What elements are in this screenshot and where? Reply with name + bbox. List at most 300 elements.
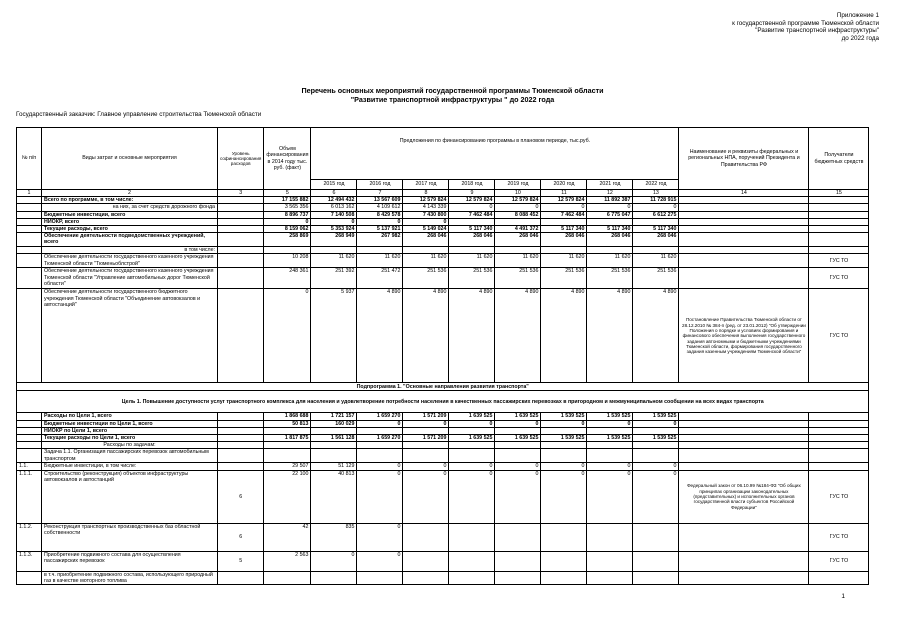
row-year-value [403,449,449,463]
row-year-value: 1 639 525 [495,413,541,420]
table-row [17,463,869,470]
row-year-value [403,247,449,254]
row-recipient [809,571,869,584]
row-number [17,226,42,233]
row-fact: 17 155 882 [264,197,311,204]
row-year-value: 0 [311,218,357,225]
row-year-value: 1 539 525 [587,413,633,420]
row-number: 1.1.2. [17,523,42,551]
column-number: 6 [311,190,357,197]
row-npa [679,218,809,225]
row-year-value: 1 639 525 [449,435,495,442]
row-fact: 50 813 [264,420,311,427]
row-number [17,442,42,449]
row-year-value [495,218,541,225]
row-year-value: 0 [541,420,587,427]
row-year-value: 51 129 [311,463,357,470]
row-year-value [403,571,449,584]
row-fact [264,442,311,449]
row-year-value: 11 620 [541,254,587,268]
row-recipient: ГУС ТО [809,268,869,289]
header-year: 2022 год [633,180,679,190]
row-fact: 0 [264,218,311,225]
appendix-line: Приложение 1 [836,12,879,19]
row-year-value [541,218,587,225]
row-year-value [541,427,587,434]
row-year-value: 1 561 128 [311,435,357,442]
row-share [218,449,264,463]
row-year-value: 7 140 508 [311,211,357,218]
row-year-value [633,247,679,254]
subprogram-title: Подпрограмма 1. "Основные направления развития транспорта" [17,383,869,391]
row-fact: 42 [264,523,311,551]
row-npa [679,442,809,449]
row-name: Текущие расходы по Цели 1, всего [42,435,218,442]
row-year-value: 1 571 209 [403,435,449,442]
column-number: 10 [495,190,541,197]
row-number [17,197,42,204]
table-row [17,470,869,523]
row-year-value: 0 [449,470,495,523]
row-name: Обеспечение деятельности государственного казенного учреждения Тюменской области "Тюменьоблстрой" [42,254,218,268]
table-row [17,435,869,442]
row-share [218,463,264,470]
row-fact: 22 100 [264,470,311,523]
row-year-value: 0 [541,470,587,523]
row-year-value: 5 117 340 [587,226,633,233]
row-npa: Федеральный закон от 06.10.99 №184-ФЗ "Об общих принципах организации законодательных (представительных) и исполнительных органов государственной власти субъектов Российской Федерации" [679,470,809,523]
row-year-value [311,449,357,463]
appendix-line: к государственной программе Тюменской области [732,19,879,27]
row-year-value: 11 620 [633,254,679,268]
row-year-value: 4 890 [541,289,587,383]
row-year-value: 4 890 [495,289,541,383]
column-number: 12 [587,190,633,197]
row-recipient: ГУС ТО [809,289,869,383]
row-year-value: 4 491 372 [495,226,541,233]
row-share [218,247,264,254]
column-number: 1 [17,190,42,197]
row-name: Задача 1.1. Организация пассажирских перевозок автомобильным транспортом [42,449,218,463]
column-number: 5 [264,190,311,197]
row-npa [679,254,809,268]
row-year-value: 1 539 525 [633,435,679,442]
row-year-value: 11 620 [403,254,449,268]
row-name: Текущие расходы, всего [42,226,218,233]
row-year-value: 12 494 432 [311,197,357,204]
row-year-value [587,523,633,551]
document-title [0,86,905,104]
row-share [218,204,264,211]
row-number: 1.1.3. [17,551,42,571]
row-year-value [449,442,495,449]
row-year-value [587,442,633,449]
row-year-value [495,442,541,449]
row-year-value [403,442,449,449]
row-name: Обеспечение деятельности государственного бюджетного учреждения Тюменской области "Объединение автовокзалов и автостанций" [42,289,218,383]
header-year: 2020 год [541,180,587,190]
row-year-value [357,442,403,449]
row-year-value: 4 890 [449,289,495,383]
row-year-value: 11 620 [311,254,357,268]
row-name: Приобретение подвижного состава для осуществления пассажирских перевозок [42,551,218,571]
row-recipient: ГУС ТО [809,523,869,551]
row-npa [679,420,809,427]
row-year-value [449,427,495,434]
measures-table [16,127,869,585]
row-share: 6 [218,470,264,523]
appendix-line: до 2022 года [841,34,879,42]
row-year-value: 0 [449,420,495,427]
row-year-value: 268 046 [541,233,587,247]
row-npa [679,571,809,584]
row-npa [679,463,809,470]
row-year-value: 268 046 [449,233,495,247]
row-year-value: 0 [495,463,541,470]
row-year-value [495,571,541,584]
row-year-value [495,449,541,463]
header-recipients: Получатели бюджетных средств [809,128,869,190]
row-year-value: 0 [357,420,403,427]
row-share [218,427,264,434]
row-year-value: 0 [541,463,587,470]
header-volume: Объем финансирования в 2014 году тыс. руб. (факт) [264,128,311,190]
subprogram-row [17,383,869,391]
row-fact: 29 507 [264,463,311,470]
row-recipient [809,420,869,427]
row-year-value: 268 046 [403,233,449,247]
row-year-value [357,571,403,584]
row-recipient [809,204,869,211]
row-year-value: 0 [449,463,495,470]
header-forecast: Предложения по финансированию программы в плановом периоде, тыс.руб. [311,128,679,180]
row-year-value: 12 579 824 [403,197,449,204]
row-year-value: 4 143 339 [403,204,449,211]
row-year-value: 251 536 [403,268,449,289]
row-year-value [357,247,403,254]
row-year-value: 7 462 484 [449,211,495,218]
row-year-value: 40 813 [311,470,357,523]
row-year-value: 8 429 578 [357,211,403,218]
row-year-value [403,551,449,571]
row-year-value: 267 982 [357,233,403,247]
row-npa [679,551,809,571]
row-number [17,420,42,427]
row-recipient [809,197,869,204]
row-fact [264,427,311,434]
row-year-value [311,427,357,434]
row-year-value [541,247,587,254]
row-name: на них, за счет средств дорожного фонда [42,204,218,211]
row-year-value: 0 [311,551,357,571]
row-year-value: 11 620 [587,254,633,268]
row-fact: 8 896 737 [264,211,311,218]
row-npa [679,233,809,247]
row-year-value [633,427,679,434]
row-year-value: 1 639 525 [495,435,541,442]
row-fact: 258 869 [264,233,311,247]
table-row [17,254,869,268]
header-share: Уровень софинансирования расходов [218,128,264,190]
row-year-value [311,571,357,584]
row-year-value [449,247,495,254]
table-row [17,247,869,254]
row-share [218,226,264,233]
header-types: Виды затрат и основные мероприятия [42,128,218,190]
header-npa: Наименование и реквизиты федеральных и региональных НПА, поручений Президента и Правительства РФ [679,128,809,190]
row-year-value: 1 539 525 [587,435,633,442]
row-fact: 1 868 688 [264,413,311,420]
table-row [17,211,869,218]
row-year-value: 0 [403,218,449,225]
row-fact: 8 159 062 [264,226,311,233]
header-year: 2021 год [587,180,633,190]
table-row [17,413,869,420]
row-year-value: 11 620 [449,254,495,268]
row-year-value [633,218,679,225]
appendix-note [732,12,879,42]
row-share [218,268,264,289]
row-number [17,254,42,268]
row-year-value: 5 117 340 [633,226,679,233]
table-row [17,204,869,211]
row-year-value: 1 539 525 [633,413,679,420]
column-number: 14 [679,190,809,197]
row-year-value: 4 890 [633,289,679,383]
state-customer: Государственный заказчик: Главное управление строительства Тюменской области [16,111,262,118]
row-year-value: 6 775 047 [587,211,633,218]
row-npa [679,268,809,289]
row-share [218,289,264,383]
row-year-value: 0 [357,523,403,551]
row-year-value: 4 890 [357,289,403,383]
column-number: 3 [218,190,264,197]
row-npa [679,211,809,218]
row-recipient [809,427,869,434]
row-name: НИОКР, всего [42,218,218,225]
table-row [17,420,869,427]
row-recipient [809,463,869,470]
row-year-value [587,551,633,571]
row-year-value [495,551,541,571]
row-number: 1.1.1. [17,470,42,523]
row-year-value [357,449,403,463]
row-share: 6 [218,523,264,551]
row-year-value: 6 612 275 [633,211,679,218]
row-year-value [633,551,679,571]
row-number [17,211,42,218]
row-year-value: 0 [633,470,679,523]
row-year-value [311,247,357,254]
row-fact: 2 563 [264,551,311,571]
row-name: Бюджетные инвестиции, всего [42,211,218,218]
column-number: 9 [449,190,495,197]
row-fact: 1 817 875 [264,435,311,442]
row-year-value: 0 [357,470,403,523]
row-year-value: 0 [587,420,633,427]
row-number [17,435,42,442]
header-year: 2017 год [403,180,449,190]
row-npa [679,204,809,211]
row-year-value [541,523,587,551]
row-name: Расходы по задачам: [42,442,218,449]
row-year-value: 251 536 [541,268,587,289]
row-year-value [449,449,495,463]
row-recipient: ГУС ТО [809,551,869,571]
row-year-value: 4 890 [403,289,449,383]
row-name: Строительство (реконструкция) объектов инфраструктуры автовокзалов и автостанций [42,470,218,523]
row-recipient [809,218,869,225]
appendix-line: "Развитие транспортной инфраструктуры" [755,27,879,35]
row-year-value [541,571,587,584]
row-name: в том числе: [42,247,218,254]
row-year-value [541,551,587,571]
row-year-value [449,523,495,551]
row-year-value: 1 571 209 [403,413,449,420]
row-year-value: 11 620 [357,254,403,268]
row-share [218,254,264,268]
row-npa: Постановление Правительства Тюменской области от 28.12.2010 № 384-п (ред. от 23.01.2012) "Об утверждении Положения о порядке и условиях формирования и финансового обеспечения выполнения государственного задания автономными и бюджетными учреждениями Тюменской области, формирования государственного задания казенным учреждениям Тюменской области" [679,289,809,383]
row-name: Бюджетные инвестиции, в том числе: [42,463,218,470]
row-recipient [809,211,869,218]
page-number: 1 [841,593,845,600]
row-number [17,449,42,463]
row-share [218,197,264,204]
row-year-value: 4 109 612 [357,204,403,211]
row-name: Обеспечение деятельности подведомственных учреждений, всего [42,233,218,247]
row-year-value [633,571,679,584]
row-year-value: 1 659 270 [357,413,403,420]
row-npa [679,247,809,254]
row-recipient [809,449,869,463]
row-recipient [809,413,869,420]
row-share [218,211,264,218]
row-npa [679,413,809,420]
row-recipient [809,442,869,449]
row-year-value: 5 353 924 [311,226,357,233]
row-year-value: 268 046 [633,233,679,247]
row-year-value [587,571,633,584]
row-fact: 248 361 [264,268,311,289]
row-name: Всего по программе, в том числе: [42,197,218,204]
row-year-value: 0 [357,551,403,571]
row-number [17,571,42,584]
column-number: 8 [403,190,449,197]
table-row [17,268,869,289]
row-fact [264,571,311,584]
row-year-value: 5 149 024 [403,226,449,233]
row-year-value: 0 [403,463,449,470]
row-year-value: 11 620 [495,254,541,268]
row-share: 5 [218,551,264,571]
row-year-value: 11 728 915 [633,197,679,204]
row-year-value [495,247,541,254]
title-line: "Развитие транспортной инфраструктуры " до 2022 года [350,95,555,104]
row-year-value: 7 430 800 [403,211,449,218]
table-row [17,551,869,571]
row-fact: 0 [264,289,311,383]
row-year-value: 0 [633,463,679,470]
row-year-value: 0 [495,420,541,427]
row-number [17,427,42,434]
row-name: Бюджетные инвестиции по Цели 1, всего [42,420,218,427]
row-year-value: 0 [357,463,403,470]
row-number [17,289,42,383]
row-npa [679,449,809,463]
row-year-value: 0 [587,470,633,523]
row-number [17,268,42,289]
row-year-value [495,523,541,551]
row-share [218,218,264,225]
row-year-value: 5 117 340 [449,226,495,233]
row-npa [679,226,809,233]
row-name: Реконструкция транспортных производственных баз областной собственности [42,523,218,551]
goal-row [17,391,869,413]
row-year-value: 0 [541,204,587,211]
row-year-value [311,442,357,449]
row-number [17,204,42,211]
row-share [218,442,264,449]
row-name: НИОКР по Цели 1, всего [42,427,218,434]
row-recipient [809,435,869,442]
table-row [17,442,869,449]
row-year-value: 1 659 270 [357,435,403,442]
row-year-value [403,427,449,434]
row-year-value: 251 536 [495,268,541,289]
row-number [17,218,42,225]
row-year-value: 5 117 340 [541,226,587,233]
row-year-value [449,551,495,571]
row-year-value: 0 [449,204,495,211]
row-year-value: 0 [587,463,633,470]
row-year-value: 0 [403,470,449,523]
row-year-value [357,427,403,434]
row-number [17,233,42,247]
row-year-value [449,571,495,584]
row-year-value [633,442,679,449]
row-year-value: 4 890 [587,289,633,383]
row-year-value: 0 [495,204,541,211]
row-recipient [809,233,869,247]
table-row [17,289,869,383]
row-fact: 10 208 [264,254,311,268]
row-number [17,413,42,420]
row-year-value: 251 536 [587,268,633,289]
row-year-value: 0 [633,420,679,427]
row-year-value [495,427,541,434]
row-year-value: 268 046 [587,233,633,247]
table-row [17,523,869,551]
table-row [17,197,869,204]
row-year-value: 0 [495,470,541,523]
row-year-value [403,523,449,551]
row-year-value: 251 392 [311,268,357,289]
row-recipient: ГУС ТО [809,470,869,523]
row-year-value: 6 013 162 [311,204,357,211]
row-year-value: 8 088 452 [495,211,541,218]
row-name: Расходы по Цели 1, всего [42,413,218,420]
row-fact: 3 565 356 [264,204,311,211]
row-year-value: 1 639 525 [449,413,495,420]
row-name: Обеспечение деятельности государственного казенного учреждения Тюменской области "Управление автомобильных дорог Тюменской области" [42,268,218,289]
row-fact [264,247,311,254]
row-year-value: 0 [357,218,403,225]
row-year-value: 1 539 525 [541,413,587,420]
row-year-value: 12 579 824 [541,197,587,204]
header-year: 2015 год [311,180,357,190]
row-year-value: 12 579 824 [495,197,541,204]
row-recipient [809,226,869,233]
